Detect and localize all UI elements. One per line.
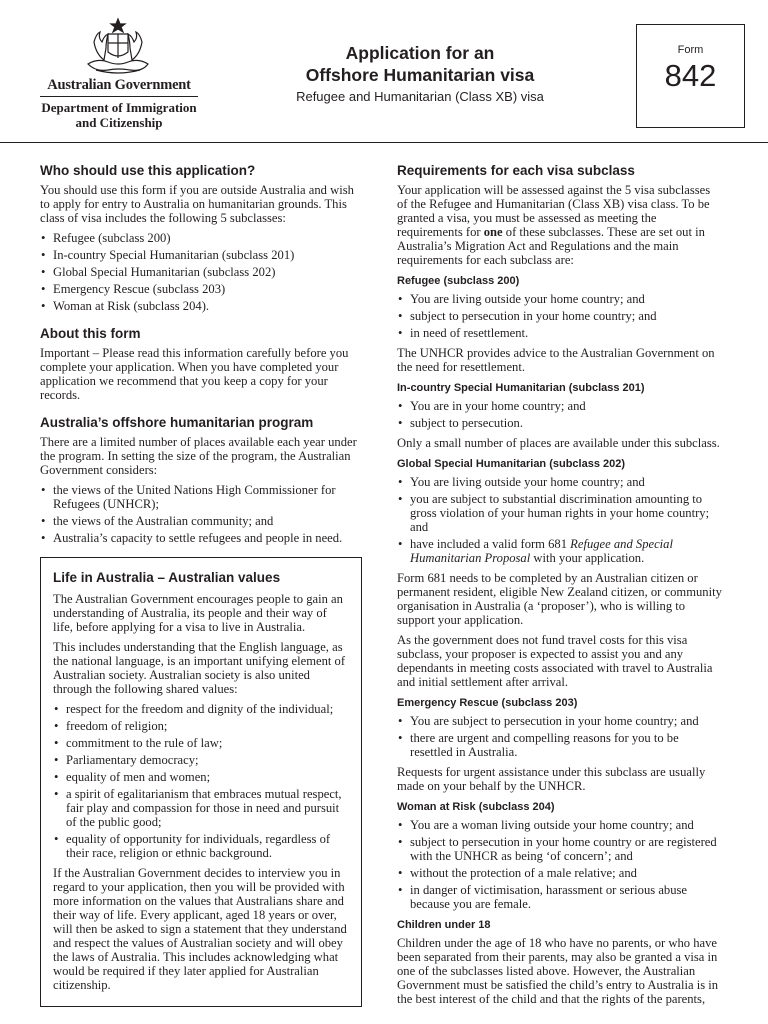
list-item: • in danger of victimisation, harassment or serious abuse because you are female. bbox=[397, 883, 723, 911]
requirements-section bbox=[397, 162, 723, 267]
children-text: Children under the age of 18 who have no parents, or who have been separated from their parents, may also be granted a visa in one of the subclasses listed above. However, the Australian Government must be satisfied the child’s entry to Australia is in the best interest of the child and that the rights of the parents, bbox=[397, 936, 719, 1006]
form-title-block bbox=[270, 42, 570, 106]
refugee-heading: Refugee (subclass 200) bbox=[397, 275, 520, 287]
program-heading: Australia’s offshore humanitarian program bbox=[40, 415, 314, 430]
values-paragraph-2: This includes understanding that the English language, as the national language, is an important unifying element of Australian society. Australian society is also united through the following shared values: bbox=[53, 640, 346, 696]
program-list bbox=[40, 483, 362, 545]
list-item: • in need of resettlement. bbox=[397, 326, 723, 340]
list-item: • You are living outside your home country; and bbox=[397, 292, 723, 306]
list-item: • equality of opportunity for individuals, regardless of their race, religion or ethnic background. bbox=[53, 832, 349, 860]
who-intro: You should use this form if you are outside Australia and wish to apply for entry to Australia on humanitarian grounds. This class of visa includes the following 5 subclasses: bbox=[40, 183, 354, 225]
values-heading: Life in Australia – Australian values bbox=[53, 570, 281, 585]
coat-of-arms-icon bbox=[78, 16, 158, 78]
list-item: • Emergency Rescue (subclass 203) bbox=[40, 282, 362, 296]
incountry-section bbox=[397, 381, 723, 450]
children-section bbox=[397, 918, 723, 1006]
list-item: • Refugee (subclass 200) bbox=[40, 231, 362, 245]
program-intro: There are a limited number of places available each year under the program. In setting the size of the program, the Australian Government considers: bbox=[40, 435, 357, 477]
who-heading: Who should use this application? bbox=[40, 163, 256, 178]
department-name bbox=[40, 100, 198, 130]
emergency-heading: Emergency Rescue (subclass 203) bbox=[397, 697, 578, 709]
list-item: • a spirit of egalitarianism that embraces mutual respect, fair play and compassion for those in need and pursuit of the public good; bbox=[53, 787, 349, 829]
children-heading: Children under 18 bbox=[397, 919, 491, 931]
list-item: • respect for the freedom and dignity of the individual; bbox=[53, 702, 349, 716]
global-heading: Global Special Humanitarian (subclass 202) bbox=[397, 458, 626, 470]
values-list bbox=[53, 702, 349, 860]
right-column bbox=[397, 162, 723, 1012]
australian-values-box bbox=[40, 557, 362, 1007]
list-item bbox=[397, 537, 723, 565]
about-text: Important – Please read this information carefully before you complete your application. When you have completed your application we recommend that you keep a copy for your records. bbox=[40, 346, 349, 402]
program-section bbox=[40, 414, 362, 545]
about-heading: About this form bbox=[40, 326, 141, 341]
woman-list bbox=[397, 818, 723, 911]
list-item: • subject to persecution. bbox=[397, 416, 723, 430]
incountry-note: Only a small number of places are available under this subclass. bbox=[397, 436, 720, 450]
who-section bbox=[40, 162, 362, 313]
list-item: • In-country Special Humanitarian (subclass 201) bbox=[40, 248, 362, 262]
list-item: • there are urgent and compelling reasons for you to be resettled in Australia. bbox=[397, 731, 723, 759]
requirements-text-end: of these subclasses. These are set out in Australia’s Migration Act and Regulations and the main requirements for each subclass are: bbox=[397, 225, 705, 267]
incountry-list bbox=[397, 399, 723, 430]
global-paragraph-2: As the government does not fund travel costs for this visa subclass, your proposer is expected to assist you and any dependants in meeting costs associated with travel to Australia and initial settlement after arrival. bbox=[397, 633, 713, 689]
form-subtitle: Refugee and Humanitarian (Class XB) visa bbox=[296, 89, 544, 104]
requirements-text bbox=[397, 183, 723, 267]
government-divider bbox=[40, 96, 198, 97]
requirements-text-start: Your application will be assessed against the 5 visa subclasses of the Refugee and Humanitarian (Class XB) visa class. To be granted a visa, you must be assessed as meeting the requirements for bbox=[397, 183, 711, 239]
form-title-line-1: Application for an bbox=[345, 43, 495, 63]
global-list bbox=[397, 475, 723, 565]
government-name: Australian Government bbox=[47, 77, 191, 93]
requirements-heading: Requirements for each visa subclass bbox=[397, 163, 635, 178]
list-item: • the views of the Australian community; and bbox=[40, 514, 362, 528]
left-column bbox=[40, 162, 362, 1007]
form-title-line-2: Offshore Humanitarian visa bbox=[305, 65, 535, 85]
list-item: • the views of the United Nations High Commissioner for Refugees (UNHCR); bbox=[40, 483, 362, 511]
department-line-1: Department of Immigration bbox=[41, 100, 197, 115]
list-item: • Woman at Risk (subclass 204). bbox=[40, 299, 362, 313]
list-item: • equality of men and women; bbox=[53, 770, 349, 784]
header-divider bbox=[0, 142, 768, 143]
list-item: • without the protection of a male relative; and bbox=[397, 866, 723, 880]
list-item: • You are living outside your home country; and bbox=[397, 475, 723, 489]
list-item: • commitment to the rule of law; bbox=[53, 736, 349, 750]
global-section bbox=[397, 457, 723, 689]
list-item: • freedom of religion; bbox=[53, 719, 349, 733]
woman-heading: Woman at Risk (subclass 204) bbox=[397, 801, 555, 813]
emergency-note: Requests for urgent assistance under this subclass are usually made on your behalf by the UNHCR. bbox=[397, 765, 706, 793]
list-item: • You are a woman living outside your home country; and bbox=[397, 818, 723, 832]
emergency-list bbox=[397, 714, 723, 759]
form-number-box bbox=[636, 24, 745, 128]
proposal-form-title: Refugee and Special Humanitarian Proposal bbox=[410, 537, 673, 565]
list-item: • subject to persecution in your home country or are registered with the UNHCR as being ‘of concern’; and bbox=[397, 835, 723, 863]
values-paragraph-1: The Australian Government encourages people to gain an understanding of Australia, its people and their way of life, before applying for a visa to live in Australia. bbox=[53, 592, 343, 634]
incountry-heading: In-country Special Humanitarian (subclass 201) bbox=[397, 382, 645, 394]
list-item: • Australia’s capacity to settle refugees and people in need. bbox=[40, 531, 362, 545]
refugee-section bbox=[397, 274, 723, 374]
requirements-text-bold: one bbox=[483, 225, 503, 239]
list-item: • You are subject to persecution in your home country; and bbox=[397, 714, 723, 728]
list-item: • Global Special Humanitarian (subclass 202) bbox=[40, 265, 362, 279]
page-header bbox=[0, 0, 768, 145]
global-item-3-start: have included a valid form 681 bbox=[410, 537, 571, 551]
global-paragraph-1: Form 681 needs to be completed by an Australian citizen or permanent resident, eligible New Zealand citizen, or community organisation in Australia (a ‘proposer’), who is willing to support your application. bbox=[397, 571, 722, 627]
woman-section bbox=[397, 800, 723, 911]
list-item: • You are in your home country; and bbox=[397, 399, 723, 413]
department-line-2: and Citizenship bbox=[75, 115, 163, 130]
emergency-section bbox=[397, 696, 723, 793]
list-item: • subject to persecution in your home country; and bbox=[397, 309, 723, 323]
list-item: • you are subject to substantial discrimination amounting to gross violation of your human rights in your home country; and bbox=[397, 492, 723, 534]
global-item-3-end: with your application. bbox=[530, 551, 645, 565]
values-paragraph-3: If the Australian Government decides to interview you in regard to your application, then you will be provided with more information on the values that Australians share and their way of life. Every applicant, aged 18 years or over, will then be asked to sign a statement that they understand and respect the values of Australian society and will obey the laws of Australia. This includes acknowledging what would be required if they later applied for Australian citizenship. bbox=[53, 866, 347, 992]
subclass-list bbox=[40, 231, 362, 313]
list-item: • Parliamentary democracy; bbox=[53, 753, 349, 767]
form-label: Form bbox=[677, 44, 704, 56]
form-number: 842 bbox=[664, 58, 717, 93]
about-section bbox=[40, 325, 362, 402]
refugee-list bbox=[397, 292, 723, 340]
refugee-note: The UNHCR provides advice to the Australian Government on the need for resettlement. bbox=[397, 346, 715, 374]
